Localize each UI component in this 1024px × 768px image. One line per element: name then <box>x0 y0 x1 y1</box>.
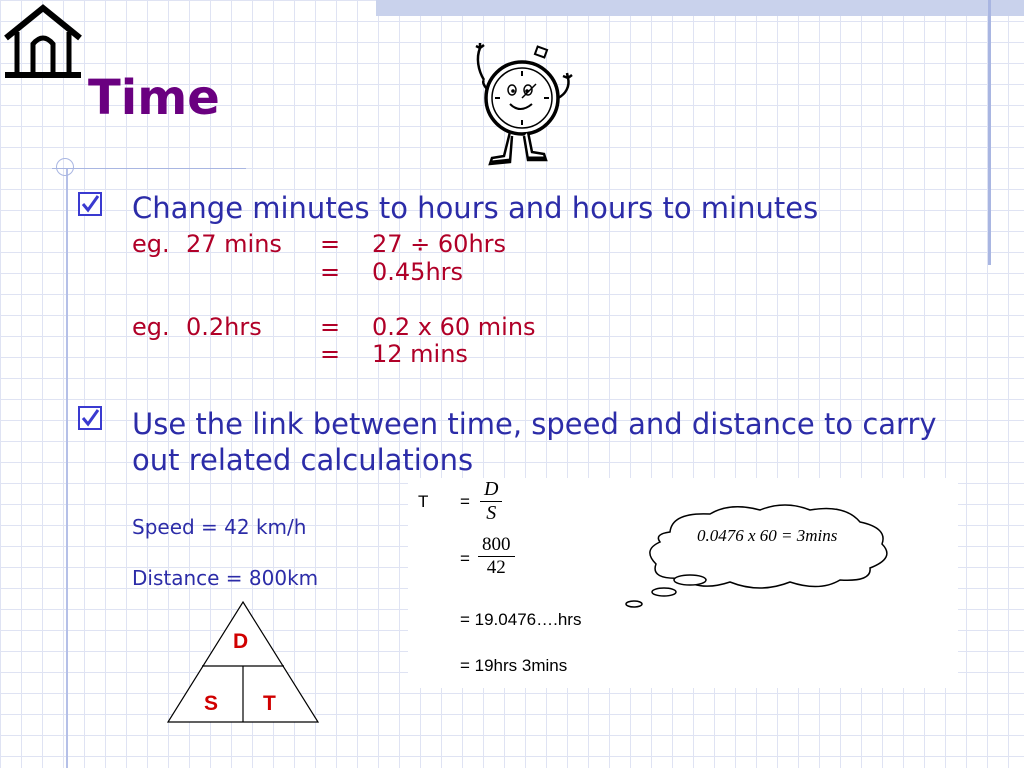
title-rule-circle <box>56 158 74 176</box>
result-hours-decimal: = 19.0476….hrs <box>460 610 582 629</box>
fraction-numerator: 800 <box>478 534 515 557</box>
formula-equals-2: = <box>460 549 470 568</box>
checkbox-checked-icon <box>78 406 102 430</box>
result-hours-minutes: = 19hrs 3mins <box>460 656 568 675</box>
title-rule <box>52 168 246 169</box>
home-icon[interactable] <box>2 4 84 84</box>
left-decor-line <box>66 168 68 768</box>
bullet-time-speed-distance: Use the link between time, speed and distance to carry out related calculations <box>132 407 937 477</box>
example2-equals-2: = <box>320 340 341 368</box>
speed-given: Speed = 42 km/h <box>132 515 307 539</box>
fraction-denominator: 42 <box>486 557 506 578</box>
example1-step2: 0.45hrs <box>372 258 464 286</box>
fraction-numerator: D <box>480 478 502 502</box>
bullet-minutes-hours: Change minutes to hours and hours to minutes <box>132 191 819 225</box>
thought-cloud-text: 0.0476 x 60 = 3mins <box>697 526 838 545</box>
example2-step1: 0.2 x 60 mins <box>372 313 536 341</box>
example1-equals-1: = <box>320 230 341 258</box>
fraction-denominator: S <box>486 502 497 524</box>
distance-given: Distance = 800km <box>132 566 319 590</box>
triangle-distance-letter: D <box>233 630 249 653</box>
triangle-time-letter: T <box>263 692 276 715</box>
formula-t-label: T <box>418 492 429 511</box>
triangle-speed-letter: S <box>204 692 219 715</box>
running-clock-cartoon <box>470 40 580 184</box>
formula-equals-1: = <box>460 492 470 511</box>
checkbox-checked-icon <box>78 192 102 216</box>
example1-equals-2: = <box>320 258 341 286</box>
example1-label: eg. <box>132 230 170 258</box>
fraction-d-over-s <box>480 478 502 525</box>
page-title: Time <box>88 70 220 126</box>
example2-label: eg. <box>132 313 170 341</box>
example1-step1: 27 ÷ 60hrs <box>372 230 507 258</box>
example2-step2: 12 mins <box>372 340 468 368</box>
example2-lhs: 0.2hrs <box>186 313 262 341</box>
thought-cloud <box>620 500 900 619</box>
example1-lhs: 27 mins <box>186 230 282 258</box>
right-decor-line <box>988 0 991 265</box>
dst-triangle <box>164 600 322 730</box>
example2-equals-1: = <box>320 313 341 341</box>
fraction-800-over-42 <box>478 534 515 579</box>
top-decor-bar <box>376 0 1024 16</box>
